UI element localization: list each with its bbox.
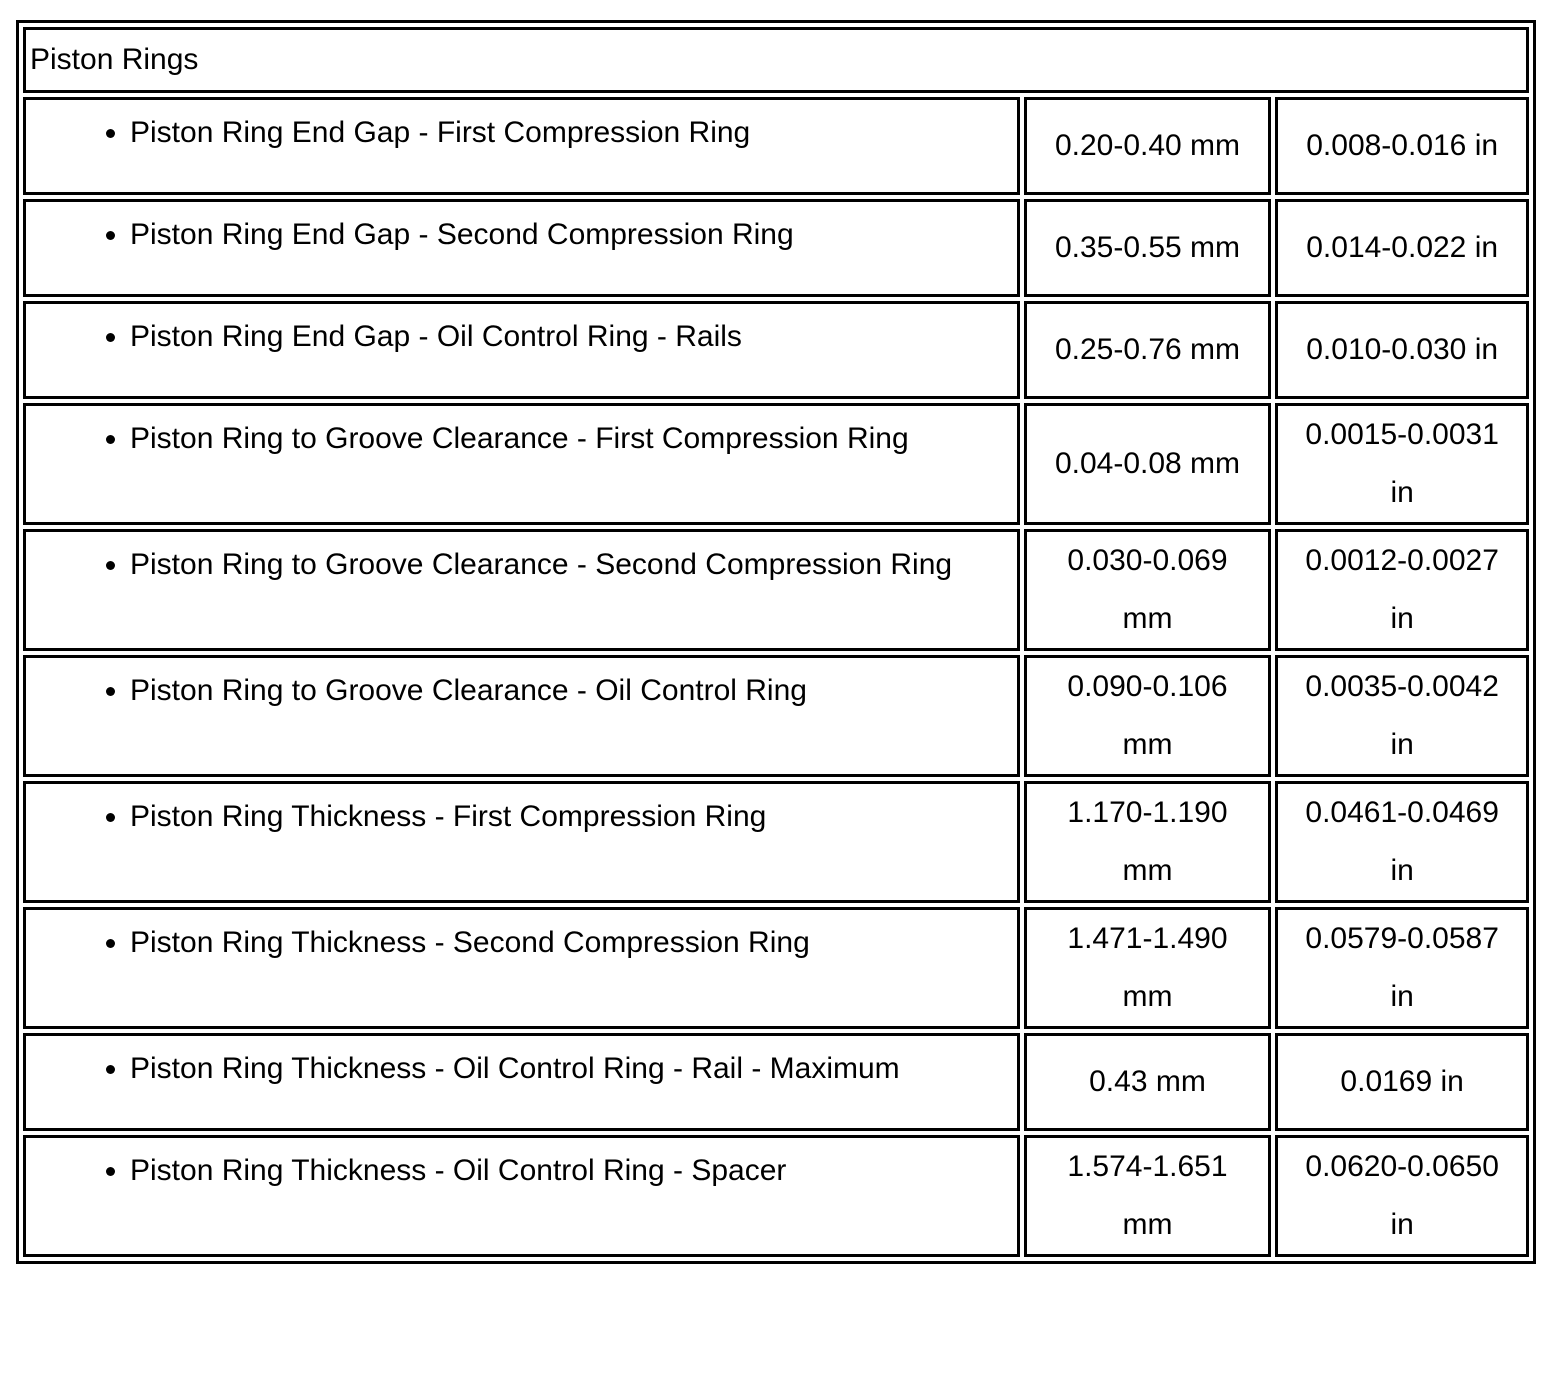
- row-value-mm: 1.471-1.490 mm: [1024, 907, 1272, 1029]
- row-value-in: 0.0035-0.0042 in: [1275, 655, 1529, 777]
- row-value-mm: 0.20-0.40 mm: [1024, 97, 1272, 195]
- row-value-in: 0.0620-0.0650 in: [1275, 1135, 1529, 1257]
- row-value-in: 0.010-0.030 in: [1275, 301, 1529, 399]
- table-row: [23, 199, 1529, 297]
- row-value-in: 0.0169 in: [1275, 1033, 1529, 1131]
- row-value-in: 0.008-0.016 in: [1275, 97, 1529, 195]
- row-description: • Piston Ring to Groove Clearance - First Compression Ring: [130, 410, 997, 468]
- row-description: • Piston Ring Thickness - Oil Control Ring - Spacer: [130, 1142, 997, 1200]
- table-row: [23, 97, 1529, 195]
- row-value-in: 0.0461-0.0469 in: [1275, 781, 1529, 903]
- row-description: • Piston Ring Thickness - First Compression Ring: [130, 788, 997, 846]
- piston-rings-table: [16, 20, 1536, 1264]
- table-row: [23, 1033, 1529, 1131]
- row-value-mm: 0.090-0.106 mm: [1024, 655, 1272, 777]
- row-description: • Piston Ring to Groove Clearance - Second Compression Ring: [130, 536, 997, 594]
- row-description: • Piston Ring End Gap - First Compression Ring: [130, 104, 997, 162]
- row-value-mm: 1.170-1.190 mm: [1024, 781, 1272, 903]
- row-value-mm: 0.43 mm: [1024, 1033, 1272, 1131]
- table-row: [23, 529, 1529, 651]
- row-description: • Piston Ring Thickness - Oil Control Ring - Rail - Maximum: [130, 1040, 997, 1098]
- table-row: [23, 1135, 1529, 1257]
- table-row: [23, 907, 1529, 1029]
- table-row: [23, 781, 1529, 903]
- row-description: • Piston Ring End Gap - Second Compression Ring: [130, 206, 997, 264]
- row-value-mm: 0.030-0.069 mm: [1024, 529, 1272, 651]
- row-description: • Piston Ring End Gap - Oil Control Ring - Rails: [130, 308, 997, 366]
- row-value-mm: 0.35-0.55 mm: [1024, 199, 1272, 297]
- row-value-in: 0.0579-0.0587 in: [1275, 907, 1529, 1029]
- row-description: • Piston Ring to Groove Clearance - Oil Control Ring: [130, 662, 997, 720]
- table-title-row: [23, 27, 1529, 93]
- row-value-mm: 0.04-0.08 mm: [1024, 403, 1272, 525]
- table-row: [23, 301, 1529, 399]
- row-value-in: 0.0012-0.0027 in: [1275, 529, 1529, 651]
- table-row: [23, 655, 1529, 777]
- table-title: Piston Rings: [23, 27, 1529, 93]
- row-value-mm: 0.25-0.76 mm: [1024, 301, 1272, 399]
- row-description: • Piston Ring Thickness - Second Compression Ring: [130, 914, 997, 972]
- row-value-in: 0.0015-0.0031 in: [1275, 403, 1529, 525]
- row-value-in: 0.014-0.022 in: [1275, 199, 1529, 297]
- table-row: [23, 403, 1529, 525]
- row-value-mm: 1.574-1.651 mm: [1024, 1135, 1272, 1257]
